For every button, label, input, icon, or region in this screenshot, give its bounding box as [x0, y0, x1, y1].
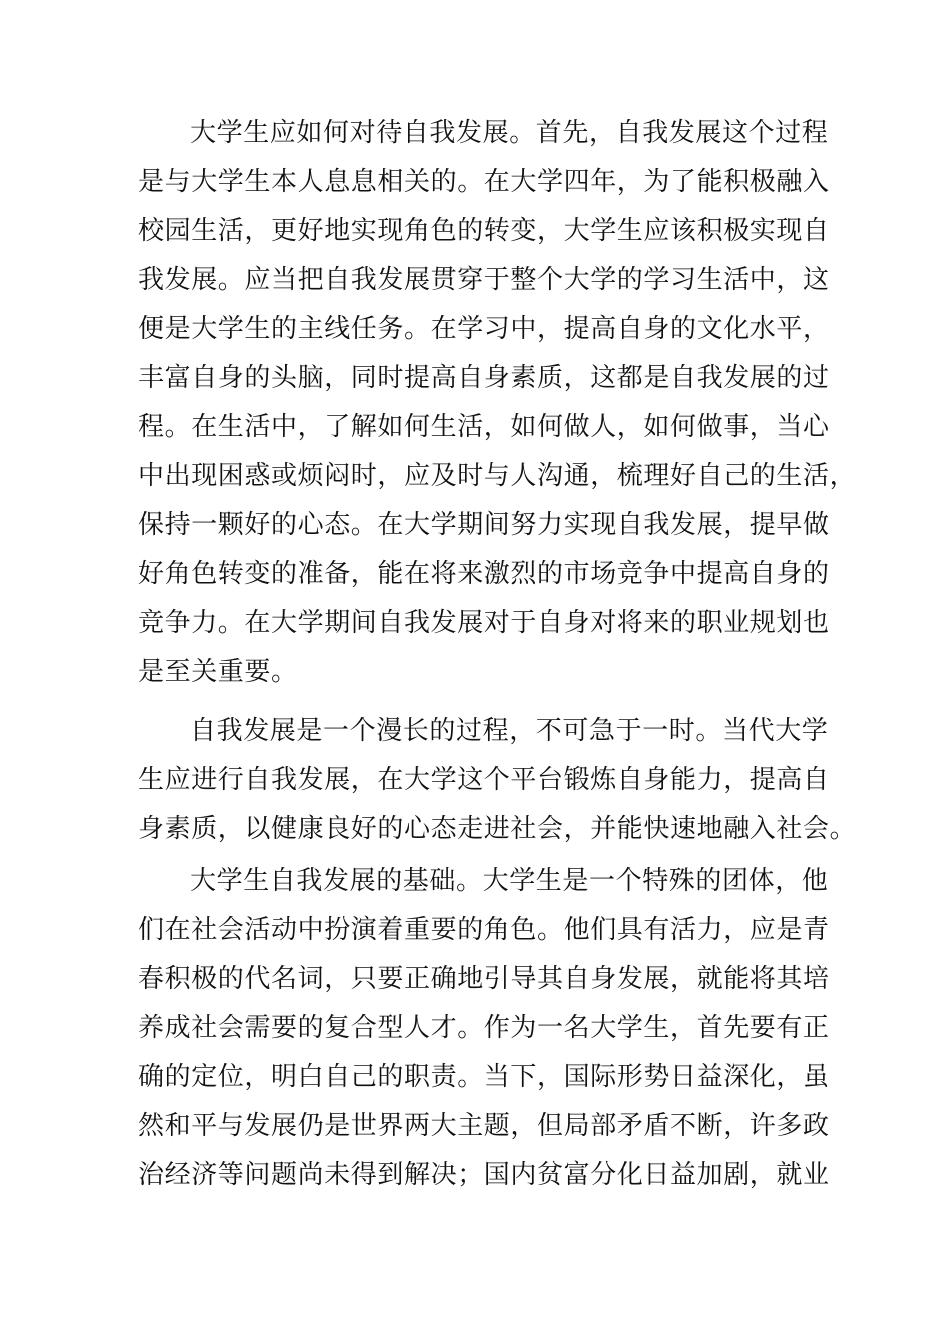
paragraph-1-line-6: 丰富自身的头脑，同时提高自身素质，这都是自我发展的过 [138, 363, 830, 393]
paragraph-2-line-2: 生应进行自我发展，在大学这个平台锻炼自身能力，提高自 [138, 765, 830, 795]
paragraph-1-line-12: 是至关重要。 [138, 657, 298, 687]
paragraph-3-line-5: 确的定位，明白自己的职责。当下，国际形势日益深化，虽 [138, 1062, 830, 1092]
paragraph-1-line-5: 便是大学生的主线任务。在学习中，提高自身的文化水平， [138, 314, 830, 344]
paragraph-2-line-3: 身素质，以健康良好的心态走进社会，并能快速地融入社会。 [138, 814, 857, 844]
paragraph-3-line-2: 们在社会活动中扮演着重要的角色。他们具有活力，应是青 [138, 915, 830, 945]
paragraph-3-line-4: 养成社会需要的复合型人才。作为一名大学生，首先要有正 [138, 1013, 830, 1043]
paragraph-1-line-1: 大学生应如何对待自我发展。首先，自我发展这个过程 [190, 118, 829, 148]
paragraph-1-line-2: 是与大学生本人息息相关的。在大学四年，为了能积极融入 [138, 167, 830, 197]
paragraph-2-line-1: 自我发展是一个漫长的过程，不可急于一时。当代大学 [190, 716, 829, 746]
paragraph-1-line-7: 程。在生活中，了解如何生活，如何做人，如何做事，当心 [138, 412, 830, 442]
paragraph-1-line-8: 中出现困惑或烦闷时，应及时与人沟通，梳理好自己的生活， [138, 461, 857, 491]
paragraph-1-line-9: 保持一颗好的心态。在大学期间努力实现自我发展，提早做 [138, 510, 830, 540]
paragraph-1-line-4: 我发展。应当把自我发展贯穿于整个大学的学习生活中，这 [138, 265, 830, 295]
paragraph-1-line-10: 好角色转变的准备，能在将来激烈的市场竞争中提高自身的 [138, 559, 830, 589]
paragraph-3-line-3: 春积极的代名词，只要正确地引导其自身发展，就能将其培 [138, 964, 830, 994]
paragraph-1-line-3: 校园生活，更好地实现角色的转变，大学生应该积极实现自 [138, 216, 830, 246]
paragraph-3-line-7: 治经济等问题尚未得到解决；国内贫富分化日益加剧，就业 [138, 1160, 830, 1190]
paragraph-1-line-11: 竞争力。在大学期间自我发展对于自身对将来的职业规划也 [138, 608, 830, 638]
paragraph-3-line-6: 然和平与发展仍是世界两大主题，但局部矛盾不断，许多政 [138, 1111, 830, 1141]
paragraph-3-line-1: 大学生自我发展的基础。大学生是一个特殊的团体，他 [190, 866, 829, 896]
